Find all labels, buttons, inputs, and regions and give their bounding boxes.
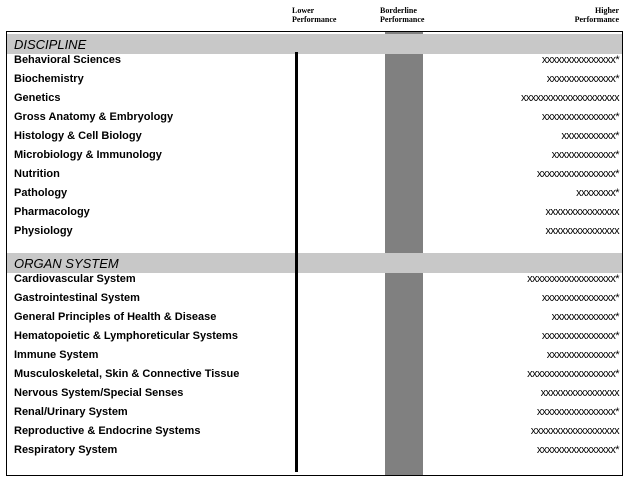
performance-mark: xxxxxxxxxxxxxxx*	[541, 292, 619, 304]
row-label: Hematopoietic & Lymphoreticular Systems	[14, 330, 238, 342]
header-lower-performance	[292, 6, 336, 24]
performance-mark: xxxxxxxxxxxxxxx*	[541, 111, 619, 123]
header-higher-line-1: Higher	[595, 6, 619, 15]
performance-mark: xxxxxxxxxxxxxxxx*	[536, 168, 619, 180]
row-label: Immune System	[14, 349, 99, 361]
performance-mark: xxxxxxxxxxxxxxxx	[540, 387, 619, 399]
performance-mark: xxxxxxxxxxxxxxx	[545, 206, 619, 218]
section-bar-discipline	[7, 34, 622, 54]
performance-mark: xxxxxxxxxxxxxx*	[546, 349, 619, 361]
row-label: Musculoskeletal, Skin & Connective Tissue	[14, 368, 240, 380]
performance-mark: xxxxxxxxxxxxxxx*	[541, 330, 619, 342]
section-title-discipline: DISCIPLINE	[14, 37, 87, 52]
header-borderline-line-2: Performance	[380, 15, 425, 24]
header-higher-line-2: Performance	[574, 15, 619, 24]
performance-mark: xxxxxxxxxxxxxxxxxx	[530, 425, 619, 437]
row-label: Behavioral Sciences	[14, 54, 122, 66]
header-borderline-line-1: Borderline	[380, 6, 417, 15]
row-label: Pharmacology	[14, 206, 90, 218]
row-label: Histology & Cell Biology	[14, 130, 142, 142]
section-bar-organ-system	[7, 253, 622, 273]
chart-frame	[6, 31, 623, 476]
performance-mark: xxxxxxxxxxxxx*	[551, 149, 619, 161]
performance-mark: xxxxxxxxxxx*	[561, 130, 619, 142]
performance-mark: xxxxxxxxxxxxxxxxxx*	[527, 368, 619, 380]
row-label: Gross Anatomy & Embryology	[14, 111, 174, 123]
header-lower-line-2: Performance	[292, 15, 337, 24]
header-borderline-performance	[380, 6, 424, 24]
performance-mark: xxxxxxxxxxxxxx*	[546, 73, 619, 85]
row-label: Nutrition	[14, 168, 60, 180]
row-label: Respiratory System	[14, 444, 118, 456]
performance-mark: xxxxxxxx*	[576, 187, 619, 199]
performance-mark: xxxxxxxxxxxxx*	[551, 311, 619, 323]
performance-mark: xxxxxxxxxxxxxxxx*	[536, 444, 619, 456]
section-title-organ-system: ORGAN SYSTEM	[14, 256, 119, 271]
row-label: Reproductive & Endocrine Systems	[14, 425, 201, 437]
row-label: Physiology	[14, 225, 73, 237]
row-label: Genetics	[14, 92, 61, 104]
header-lower-line-1: Lower	[292, 6, 315, 15]
performance-mark: xxxxxxxxxxxxxxx	[545, 225, 619, 237]
performance-mark: xxxxxxxxxxxxxxxxxx*	[527, 273, 619, 285]
performance-mark: xxxxxxxxxxxxxxxxxxxx	[520, 92, 619, 104]
header-higher-performance	[575, 6, 619, 24]
row-label: Cardiovascular System	[14, 273, 136, 285]
row-label: General Principles of Health & Disease	[14, 311, 217, 323]
row-label: Microbiology & Immunology	[14, 149, 162, 161]
lower-performance-divider	[295, 52, 298, 472]
performance-mark: xxxxxxxxxxxxxxxx*	[536, 406, 619, 418]
row-label: Nervous System/Special Senses	[14, 387, 184, 399]
row-label: Gastrointestinal System	[14, 292, 140, 304]
row-label: Biochemistry	[14, 73, 84, 85]
row-label: Renal/Urinary System	[14, 406, 128, 418]
performance-mark: xxxxxxxxxxxxxxx*	[541, 54, 619, 66]
row-label: Pathology	[14, 187, 68, 199]
